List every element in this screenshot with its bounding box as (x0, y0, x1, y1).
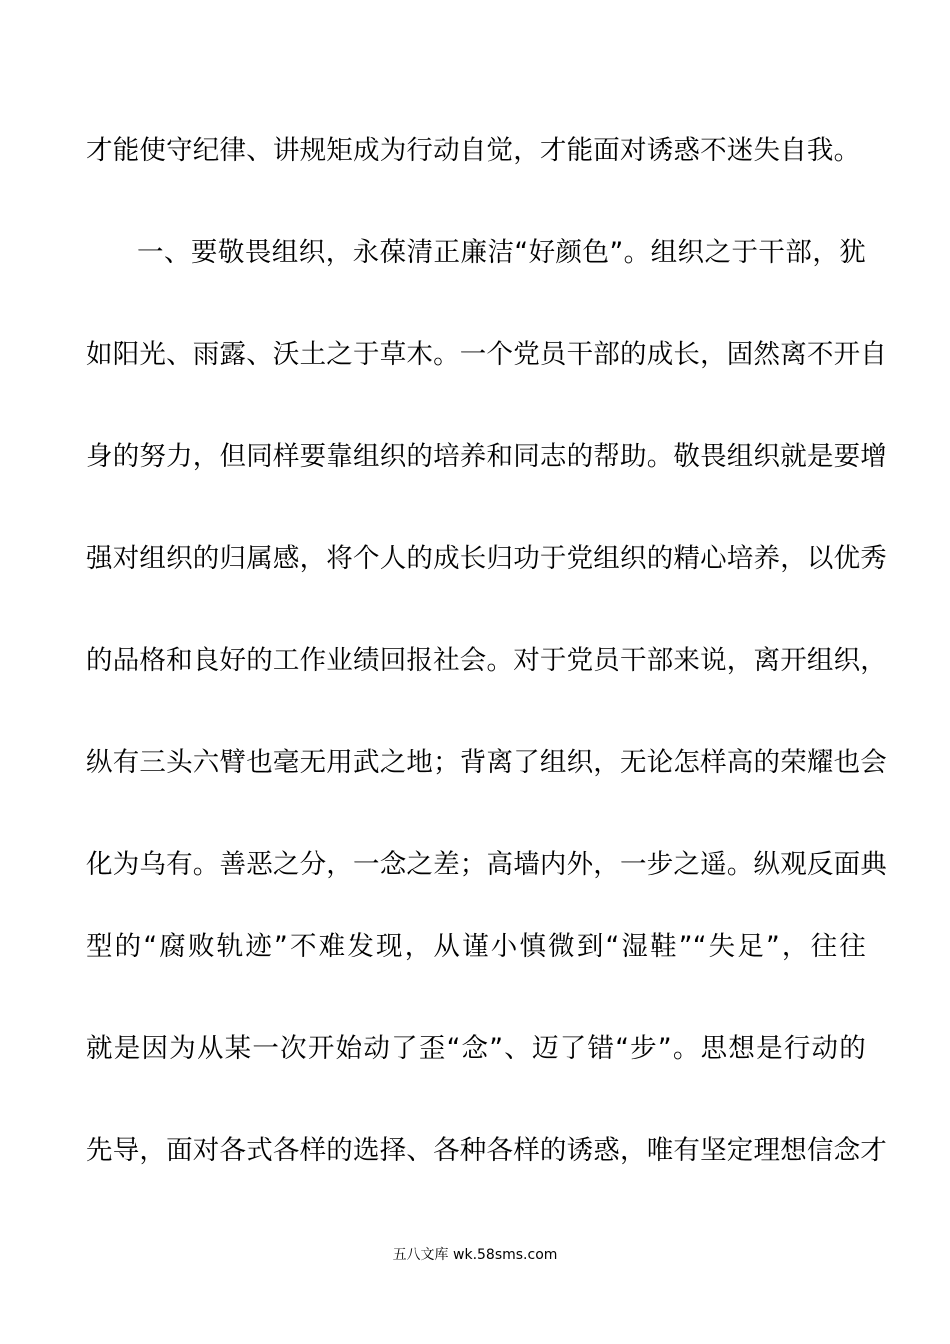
text-line: 型的“腐败轨迹”不难发现，从谨小慎微到“湿鞋”“失足”，往往 (86, 931, 866, 962)
section-heading-line: 一、要敬畏组织，永葆清正廉洁“好颜色”。组织之于干部，犹 (137, 237, 866, 268)
text-line: 纵有三头六臂也毫无用武之地；背离了组织，无论怎样高的荣耀也会 (86, 747, 887, 778)
text-line: 化为乌有。善恶之分，一念之差；高墙内外，一步之遥。纵观反面典 (86, 849, 887, 880)
text-line: 的品格和良好的工作业绩回报社会。对于党员干部来说，离开组织， (86, 645, 887, 676)
text-line: 如阳光、雨露、沃土之于草木。一个党员干部的成长，固然离不开自 (86, 339, 887, 370)
text-line: 身的努力，但同样要靠组织的培养和同志的帮助。敬畏组织就是要增 (86, 441, 887, 472)
text-line: 先导，面对各式各样的选择、各种各样的诱惑，唯有坚定理想信念才 (86, 1135, 887, 1166)
text-line: 强对组织的归属感，将个人的成长归功于党组织的精心培养，以优秀 (86, 543, 887, 574)
text-line: 才能使守纪律、讲规矩成为行动自觉，才能面对诱惑不迷失自我。 (86, 135, 861, 166)
text-line: 就是因为从某一次开始动了歪“念”、迈了错“步”。思想是行动的 (86, 1033, 866, 1064)
footer-watermark: 五八文库 wk.58sms.com (392, 1247, 558, 1263)
